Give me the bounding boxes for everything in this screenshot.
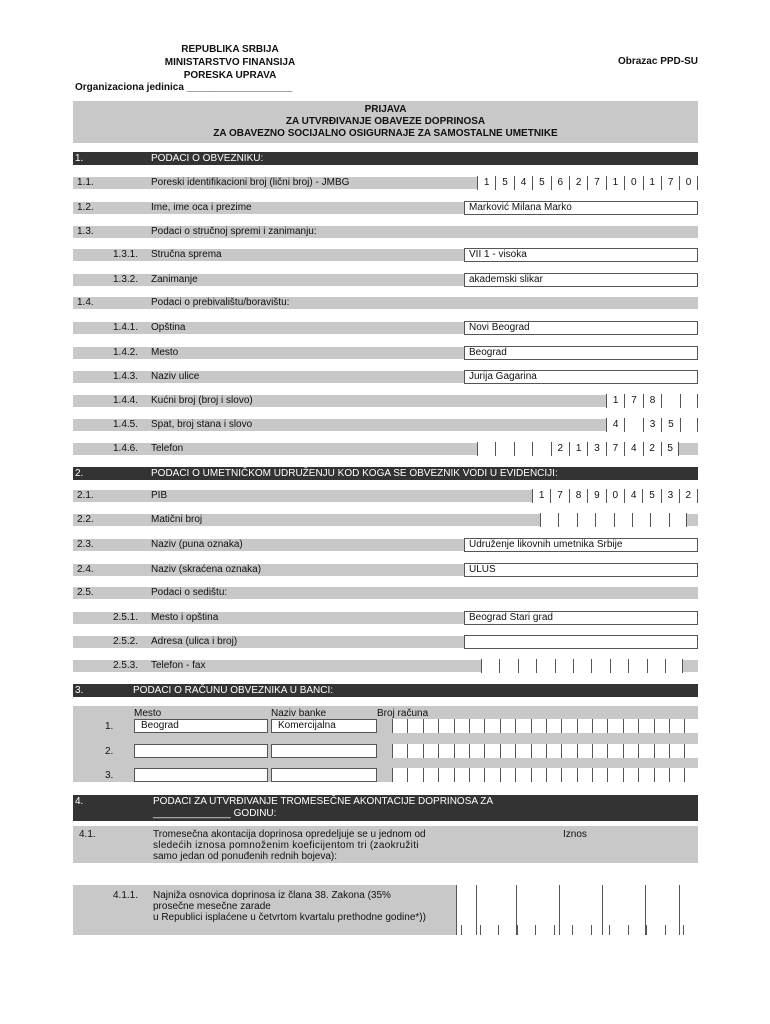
row-number: 2.2. xyxy=(77,514,94,525)
digit-cell[interactable]: 2 xyxy=(569,176,587,190)
amount-tick xyxy=(498,925,499,935)
digit-cell[interactable] xyxy=(650,513,668,527)
amount-divider xyxy=(476,885,477,935)
account-digit-cell[interactable] xyxy=(438,719,453,733)
digit-cell[interactable] xyxy=(661,394,679,408)
account-digit-cell[interactable] xyxy=(469,719,484,733)
amount-divider xyxy=(679,885,680,935)
digit-cell[interactable]: 0 xyxy=(606,489,624,503)
digit-cell[interactable]: 6 xyxy=(551,176,569,190)
account-digit-cell[interactable] xyxy=(469,768,484,782)
digit-cell[interactable]: 2 xyxy=(551,442,569,456)
row-number: 2.5. xyxy=(77,587,94,598)
row-number: 1.3. xyxy=(77,226,94,237)
row-number: 1.3.2. xyxy=(113,274,139,285)
account-digit-cell[interactable] xyxy=(638,768,653,782)
digit-cell[interactable] xyxy=(680,418,698,432)
digit-cell[interactable] xyxy=(540,513,558,527)
association-short-name-field[interactable]: ULUS xyxy=(464,563,698,577)
bank-place-field[interactable]: Beograd xyxy=(134,719,268,733)
amount-tick xyxy=(535,925,536,935)
account-digit-cell[interactable] xyxy=(438,744,453,758)
row-number: 1.4.5. xyxy=(113,419,139,430)
amount-tick xyxy=(480,925,481,935)
digit-cell[interactable] xyxy=(614,513,632,527)
row-number: 4.1.1. xyxy=(113,890,139,901)
section-2-header xyxy=(73,467,698,480)
section-label: PODACI O OBVEZNIKU: xyxy=(151,153,264,164)
account-digit-cell[interactable] xyxy=(561,719,576,733)
amount-tick xyxy=(683,925,684,935)
digit-cell[interactable]: 4 xyxy=(624,489,642,503)
account-digit-cell[interactable] xyxy=(607,744,622,758)
account-digit-cell[interactable] xyxy=(607,719,622,733)
section-label-line-2: ______________ GODINU: xyxy=(153,808,277,819)
section-number: 4. xyxy=(75,796,84,807)
account-digit-cell[interactable] xyxy=(531,768,546,782)
pib-field[interactable] xyxy=(532,489,698,503)
amount-tick xyxy=(554,925,555,935)
account-digit-cell[interactable] xyxy=(515,719,530,733)
account-digit-cell[interactable] xyxy=(684,719,699,733)
digit-cell[interactable] xyxy=(481,659,499,673)
digit-cell[interactable] xyxy=(495,442,513,456)
amount-tick xyxy=(517,925,518,935)
digit-cell[interactable] xyxy=(532,442,550,456)
account-digit-cell[interactable] xyxy=(623,744,638,758)
account-digit-cell[interactable] xyxy=(484,768,499,782)
section-label: PODACI O UMETNIČKOM UDRUŽENJU KOD KOGA SE OBVEZNIK VODI U EVIDENCIJI: xyxy=(151,468,558,479)
section-3-header xyxy=(73,684,698,697)
account-digit-cell[interactable] xyxy=(407,719,422,733)
account-number-field[interactable] xyxy=(392,719,700,733)
row-text-line-1: Tromesečna akontacija doprinosa opredeljuje se u jednom od xyxy=(153,829,426,840)
row-text-line-3: samo jedan od ponuđenih rednih bojeva): xyxy=(153,851,338,862)
digit-cell[interactable]: 1 xyxy=(532,489,550,503)
title-line-2: ZA UTVRĐIVANJE OBAVEZE DOPRINOSA xyxy=(285,116,486,127)
account-digit-cell[interactable] xyxy=(546,744,561,758)
row-label: Kućni broj (broj i slovo) xyxy=(151,395,253,406)
row-label: Spat, broj stana i slovo xyxy=(151,419,253,430)
municipality-field[interactable]: Novi Beograd xyxy=(464,321,698,335)
account-digit-cell[interactable] xyxy=(423,768,438,782)
org-unit-label: Organizaciona jedinica ___________________ xyxy=(75,82,293,93)
amount-cells-4-1-1[interactable] xyxy=(456,885,698,935)
account-digit-cell[interactable] xyxy=(500,719,515,733)
row-number: 2.5.1. xyxy=(113,612,139,623)
digit-cell[interactable]: 5 xyxy=(532,176,550,190)
digit-cell[interactable] xyxy=(665,659,683,673)
row-number: 2.4. xyxy=(77,564,94,575)
digit-cell[interactable]: 8 xyxy=(643,394,661,408)
digit-cell[interactable]: 0 xyxy=(679,176,697,190)
account-digit-cell[interactable] xyxy=(592,719,607,733)
row-label: Matični broj xyxy=(151,514,203,525)
amount-tick xyxy=(461,925,462,935)
digit-cell[interactable] xyxy=(573,659,591,673)
digit-cell[interactable]: 5 xyxy=(661,418,679,432)
row-label: Ime, ime oca i prezime xyxy=(151,202,252,213)
account-digit-cell[interactable] xyxy=(654,744,669,758)
amount-divider xyxy=(559,885,560,935)
row-label: Naziv ulice xyxy=(151,371,200,382)
row-number: 1.4.3. xyxy=(113,371,139,382)
row-number: 1.1. xyxy=(77,177,94,188)
account-digit-cell[interactable] xyxy=(669,744,684,758)
amount-tick xyxy=(609,925,610,935)
row-1-4 xyxy=(73,297,698,309)
row-text-line-1: Najniža osnovica doprinosa iz člana 38. Zakona (35% xyxy=(153,890,391,901)
digit-cell[interactable] xyxy=(647,659,665,673)
title-line-1: PRIJAVA xyxy=(364,104,407,115)
house-number-field[interactable] xyxy=(606,394,698,408)
amount-column-header: Iznos xyxy=(563,829,587,840)
digit-cell[interactable]: 7 xyxy=(550,489,568,503)
digit-cell[interactable]: 7 xyxy=(587,176,605,190)
row-label: Stručna sprema xyxy=(151,249,222,260)
row-label: Mesto xyxy=(151,347,179,358)
digit-cell[interactable]: 1 xyxy=(606,176,624,190)
street-field[interactable]: Jurija Gagarina xyxy=(464,370,698,384)
row-2-5 xyxy=(73,587,698,599)
row-1-3 xyxy=(73,226,698,238)
row-label: Zanimanje xyxy=(151,274,198,285)
registration-number-field[interactable] xyxy=(540,513,687,527)
row-4-1-1 xyxy=(73,885,456,935)
account-digit-cell[interactable] xyxy=(469,744,484,758)
bank-name-field[interactable] xyxy=(271,768,377,782)
digit-cell[interactable]: 5 xyxy=(642,489,660,503)
section-1-header xyxy=(73,152,698,165)
digit-cell[interactable]: 7 xyxy=(606,442,624,456)
account-digit-cell[interactable] xyxy=(423,719,438,733)
section-number: 2. xyxy=(75,468,84,479)
account-digit-cell[interactable] xyxy=(638,719,653,733)
bank-place-field[interactable] xyxy=(134,744,268,758)
account-digit-cell[interactable] xyxy=(546,768,561,782)
account-digit-cell[interactable] xyxy=(577,744,592,758)
account-digit-cell[interactable] xyxy=(654,719,669,733)
row-label: PIB xyxy=(151,490,168,501)
row-number: 1.4.4. xyxy=(113,395,139,406)
digit-cell[interactable] xyxy=(595,513,613,527)
digit-cell[interactable] xyxy=(680,394,698,408)
digit-cell[interactable] xyxy=(610,659,628,673)
row-1-4-5 xyxy=(73,419,698,431)
row-label: Podaci o stručnoj spremi i zanimanju: xyxy=(151,226,317,237)
account-digit-cell[interactable] xyxy=(561,744,576,758)
phone-fax-field[interactable] xyxy=(481,659,683,673)
digit-cell[interactable] xyxy=(632,513,650,527)
issuer-line-1: REPUBLIKA SRBIJA xyxy=(181,44,279,55)
row-number: 1.3.1. xyxy=(113,249,139,260)
account-digit-cell[interactable] xyxy=(577,719,592,733)
title-line-3: ZA OBAVEZNO SOCIJALNO OSIGURNAJE ZA SAMOSTALNE UMETNIKE xyxy=(213,128,558,139)
phone-field[interactable] xyxy=(477,442,679,456)
row-label: Telefon - fax xyxy=(151,660,206,671)
section-number: 1. xyxy=(75,153,84,164)
digit-cell[interactable]: 1 xyxy=(477,176,495,190)
account-digit-cell[interactable] xyxy=(623,719,638,733)
amount-tick xyxy=(646,925,647,935)
row-label: Naziv (skraćena oznaka) xyxy=(151,564,262,575)
digit-cell[interactable]: 2 xyxy=(679,489,697,503)
digit-cell[interactable]: 0 xyxy=(624,176,642,190)
account-number-field[interactable] xyxy=(392,768,700,782)
amount-tick xyxy=(591,925,592,935)
account-number-field[interactable] xyxy=(392,744,700,758)
section-label-line-1: PODACI ZA UTVRĐIVANJE TROMESEČNE AKONTACIJE DOPRINOSA ZA xyxy=(153,796,494,807)
row-text-line-2: sledećih iznosa pomnoženim koeficijentom tri (zaokružiti xyxy=(153,840,419,851)
account-digit-cell[interactable] xyxy=(454,719,469,733)
row-label: Naziv (puna oznaka) xyxy=(151,539,243,550)
account-digit-cell[interactable] xyxy=(454,744,469,758)
account-digit-cell[interactable] xyxy=(684,768,699,782)
amount-tick xyxy=(628,925,629,935)
row-number: 1.2. xyxy=(77,202,94,213)
row-label: Opština xyxy=(151,322,186,333)
row-number: 4.1. xyxy=(79,829,96,840)
row-number: 2.1. xyxy=(77,490,94,501)
account-digit-cell[interactable] xyxy=(484,719,499,733)
row-number: 1. xyxy=(105,721,114,732)
digit-cell[interactable]: 1 xyxy=(606,394,624,408)
row-number: 3. xyxy=(105,770,114,781)
digit-cell[interactable]: 5 xyxy=(495,176,513,190)
digit-cell[interactable] xyxy=(536,659,554,673)
full-name-field[interactable]: Marković Milana Marko xyxy=(464,201,698,215)
row-label: Mesto i opština xyxy=(151,612,219,623)
account-digit-cell[interactable] xyxy=(638,744,653,758)
section-label: PODACI O RAČUNU OBVEZNIKA U BANCI: xyxy=(133,685,334,696)
digit-cell[interactable]: 7 xyxy=(624,394,642,408)
digit-cell[interactable] xyxy=(499,659,517,673)
digit-cell[interactable]: 1 xyxy=(643,176,661,190)
bank-name-field[interactable] xyxy=(271,744,377,758)
jmbg-field[interactable] xyxy=(477,176,698,190)
amount-tick xyxy=(572,925,573,935)
account-digit-cell[interactable] xyxy=(531,744,546,758)
account-digit-cell[interactable] xyxy=(515,744,530,758)
row-1-4-4 xyxy=(73,395,698,407)
account-digit-cell[interactable] xyxy=(669,768,684,782)
account-digit-cell[interactable] xyxy=(654,768,669,782)
occupation-field[interactable]: akademski slikar xyxy=(464,273,698,287)
bank-name-field[interactable]: Komercijalna xyxy=(271,719,377,733)
section-4-header xyxy=(73,795,698,821)
digit-cell[interactable] xyxy=(518,659,536,673)
account-digit-cell[interactable] xyxy=(423,744,438,758)
col-header-place: Mesto xyxy=(134,708,162,719)
association-full-name-field[interactable]: Udruženje likovnih umetnika Srbije xyxy=(464,538,698,552)
digit-cell[interactable]: 2 xyxy=(643,442,661,456)
row-number: 1.4.2. xyxy=(113,347,139,358)
row-4-1 xyxy=(73,826,698,863)
account-digit-cell[interactable] xyxy=(669,719,684,733)
section-number: 3. xyxy=(75,685,84,696)
seat-address-field[interactable] xyxy=(464,635,698,649)
issuer-line-2: MINISTARSTVO FINANSIJA xyxy=(164,57,296,68)
form-code: Obrazac PPD-SU xyxy=(617,56,698,67)
row-label: Podaci o sedištu: xyxy=(151,587,228,598)
digit-cell[interactable]: 3 xyxy=(587,442,605,456)
row-label: Telefon xyxy=(151,443,184,454)
account-digit-cell[interactable] xyxy=(623,768,638,782)
digit-cell[interactable]: 8 xyxy=(569,489,587,503)
amount-divider xyxy=(602,885,603,935)
account-digit-cell[interactable] xyxy=(454,768,469,782)
digit-cell[interactable] xyxy=(558,513,576,527)
place-field[interactable]: Beograd xyxy=(464,346,698,360)
row-label: Poreski identifikacioni broj (lični broj) - JMBG xyxy=(151,177,350,188)
account-digit-cell[interactable] xyxy=(531,719,546,733)
account-digit-cell[interactable] xyxy=(515,768,530,782)
row-number: 2.3. xyxy=(77,539,94,550)
account-digit-cell[interactable] xyxy=(500,768,515,782)
row-text-line-2: prosečne mesečne zarade xyxy=(153,901,271,912)
account-digit-cell[interactable] xyxy=(407,768,422,782)
row-number: 1.4. xyxy=(77,297,94,308)
col-header-account: Broj računa xyxy=(377,708,429,719)
account-digit-cell[interactable] xyxy=(484,744,499,758)
row-label: Podaci o prebivalištu/boravištu: xyxy=(151,297,290,308)
row-label: Adresa (ulica i broj) xyxy=(151,636,238,647)
digit-cell[interactable]: 3 xyxy=(643,418,661,432)
digit-cell[interactable]: 3 xyxy=(661,489,679,503)
row-number: 1.4.6. xyxy=(113,443,139,454)
digit-cell[interactable]: 4 xyxy=(514,176,532,190)
digit-cell[interactable]: 9 xyxy=(587,489,605,503)
floor-apartment-field[interactable] xyxy=(606,418,698,432)
account-digit-cell[interactable] xyxy=(561,768,576,782)
digit-cell[interactable]: 4 xyxy=(624,442,642,456)
row-number: 2.5.2. xyxy=(113,636,139,647)
digit-cell[interactable] xyxy=(591,659,609,673)
account-digit-cell[interactable] xyxy=(592,768,607,782)
account-digit-cell[interactable] xyxy=(407,744,422,758)
seat-place-field[interactable]: Beograd Stari grad xyxy=(464,611,698,625)
bank-place-field[interactable] xyxy=(134,768,268,782)
digit-cell[interactable] xyxy=(628,659,646,673)
digit-cell[interactable] xyxy=(669,513,687,527)
account-digit-cell[interactable] xyxy=(577,768,592,782)
account-digit-cell[interactable] xyxy=(438,768,453,782)
digit-cell[interactable] xyxy=(577,513,595,527)
digit-cell[interactable]: 1 xyxy=(569,442,587,456)
amount-tick xyxy=(665,925,666,935)
digit-cell[interactable] xyxy=(555,659,573,673)
col-header-bank: Naziv banke xyxy=(271,708,327,719)
digit-cell[interactable] xyxy=(477,442,495,456)
row-number: 2.5.3. xyxy=(113,660,139,671)
issuer-block xyxy=(75,43,385,82)
form-title xyxy=(73,101,698,143)
digit-cell[interactable] xyxy=(514,442,532,456)
digit-cell[interactable]: 4 xyxy=(606,418,624,432)
account-digit-cell[interactable] xyxy=(607,768,622,782)
issuer-line-3: PORESKA UPRAVA xyxy=(183,70,277,81)
digit-cell[interactable]: 7 xyxy=(661,176,679,190)
digit-cell[interactable] xyxy=(624,418,642,432)
account-digit-cell[interactable] xyxy=(392,719,407,733)
bank-accounts-table xyxy=(73,706,698,782)
digit-cell[interactable]: 5 xyxy=(661,442,679,456)
account-digit-cell[interactable] xyxy=(684,744,699,758)
education-field[interactable]: VII 1 - visoka xyxy=(464,248,698,262)
account-digit-cell[interactable] xyxy=(392,744,407,758)
account-digit-cell[interactable] xyxy=(592,744,607,758)
row-number: 2. xyxy=(105,746,114,757)
account-digit-cell[interactable] xyxy=(546,719,561,733)
account-digit-cell[interactable] xyxy=(500,744,515,758)
row-text-line-3: u Republici isplaćene u četvrtom kvartalu prethodne godine*)) xyxy=(153,912,426,923)
row-number: 1.4.1. xyxy=(113,322,139,333)
account-digit-cell[interactable] xyxy=(392,768,407,782)
